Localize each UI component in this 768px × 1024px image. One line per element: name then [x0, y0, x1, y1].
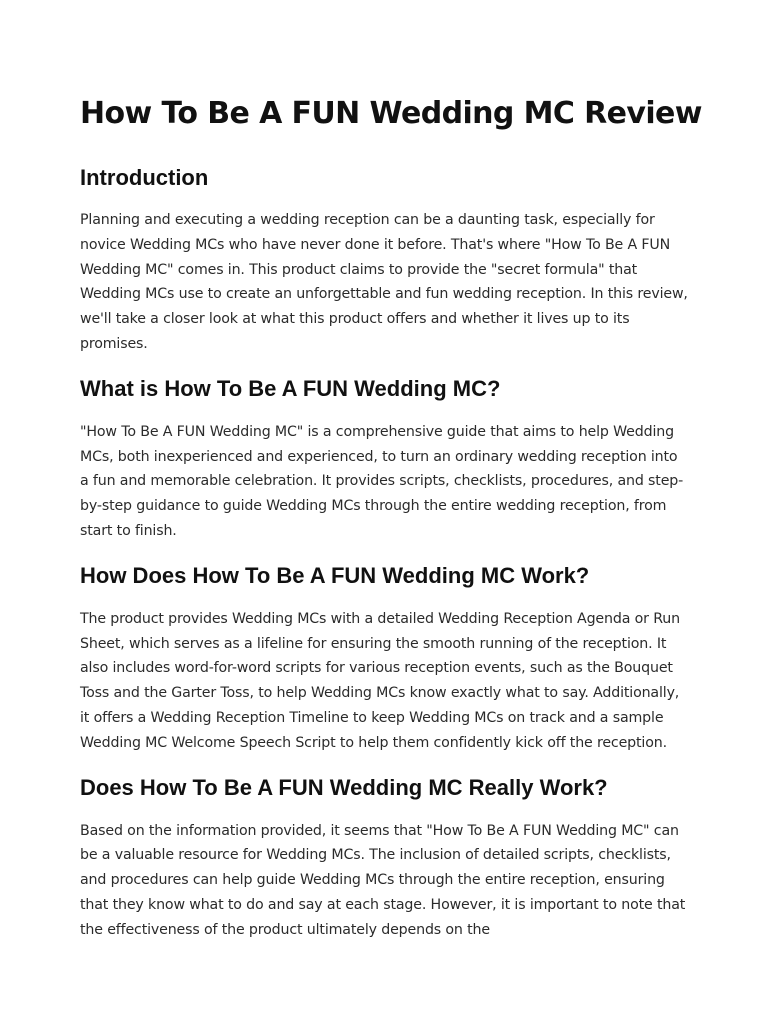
section-heading: Does How To Be A FUN Wedding MC Really Work? [80, 774, 608, 800]
section-heading: How Does How To Be A FUN Wedding MC Work? [80, 562, 590, 588]
section-paragraph: Planning and executing a wedding reception can be a daunting task, especially for novice Wedding MCs who have never done it before. That's where "How To Be A FUN Wedding MC" comes in. This product claims to provide the "secret formula" that Wedding MCs use to create an unforgettable and fun wedding reception. In this review, we'll take a closer look at what this product offers and whether it lives up to its promises. [80, 212, 688, 352]
section-introduction [80, 164, 688, 357]
document-title: How To Be A FUN Wedding MC Review [80, 96, 702, 131]
section-does-it-really-work [80, 774, 688, 943]
section-paragraph: The product provides Wedding MCs with a detailed Wedding Reception Agenda or Run Sheet, which serves as a lifeline for ensuring the smooth running of the reception. It also includes word-for-word scripts for various reception events, such as the Bouquet Toss and the Garter Toss, to help Wedding MCs know exactly what to say. Additionally, it offers a Wedding Reception Timeline to keep Wedding MCs on track and a sample Wedding MC Welcome Speech Script to help them confidently kick off the reception. [80, 610, 680, 751]
section-heading: What is How To Be A FUN Wedding MC? [80, 375, 501, 401]
section-paragraph: "How To Be A FUN Wedding MC" is a comprehensive guide that aims to help Wedding MCs, both inexperienced and experienced, to turn an ordinary wedding reception into a fun and memorable celebration. It provides scripts, checklists, procedures, and step-by-step guidance to guide Wedding MCs through the entire wedding reception, from start to finish. [80, 423, 684, 539]
section-paragraph: Based on the information provided, it seems that "How To Be A FUN Wedding MC" can be a valuable resource for Wedding MCs. The inclusion of detailed scripts, checklists, and procedures can help guide Wedding MCs through the entire reception, ensuring that they know what to do and say at each stage. However, it is important to note that the effectiveness of the product ultimately depends on the [80, 822, 686, 938]
section-what-is [80, 375, 688, 544]
section-heading: Introduction [80, 165, 209, 190]
section-how-does-it-work [80, 562, 688, 756]
